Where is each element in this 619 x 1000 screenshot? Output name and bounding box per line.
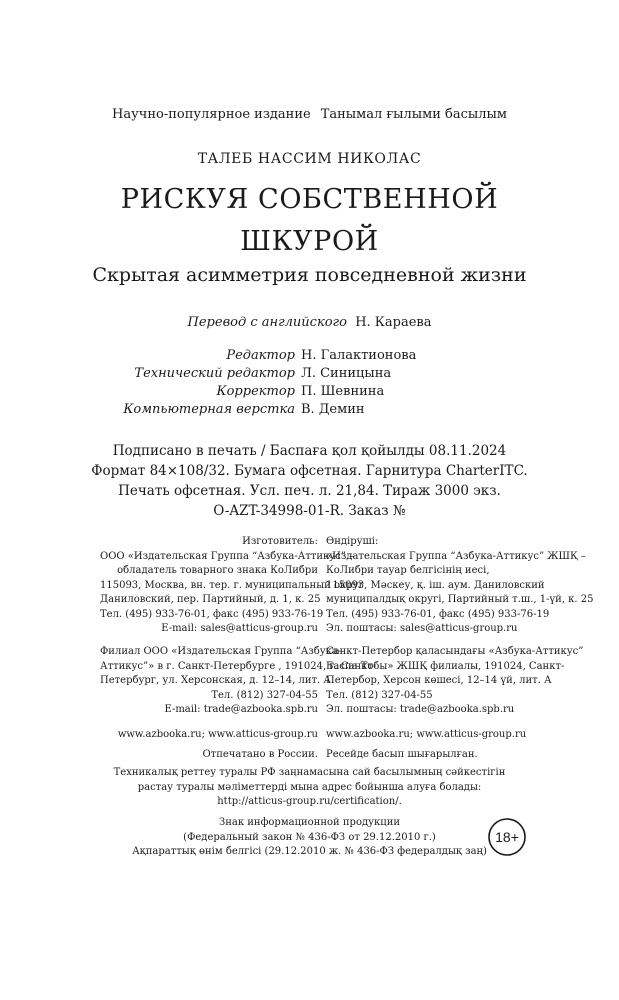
manufacturer-ru-line: Даниловский, пер. Партийный, д. 1, к. 25 (100, 594, 321, 605)
branch-ru-line: Филиал ООО «Издательская Группа “Азбука- (100, 646, 342, 657)
manufacturer-ru-line: ООО «Издательская Группа “Азбука-Аттикус” – (100, 550, 355, 562)
credit-name: П. Шевнина (301, 384, 385, 399)
credit-role: Компьютерная верстка (123, 402, 295, 417)
print-info-line: Формат 84×108/32. Бумага офсетная. Гарнитура CharterITC. (91, 463, 528, 479)
print-specifications (0, 441, 619, 521)
manufacturer-kz (326, 535, 596, 637)
manufacturer-ru-line: Тел. (495) 933-76-01, факс (495) 933-76-19 (100, 608, 324, 620)
credit-role: Технический редактор (134, 366, 295, 381)
branch-ru-line: Петербург, ул. Херсонская, д. 12–14, лит. А (100, 675, 331, 686)
credit-row (0, 347, 619, 365)
print-info-line: Печать офсетная. Усл. печ. л. 21,84. Тираж 3000 экз. (118, 483, 501, 499)
credit-row (0, 401, 619, 419)
staff-credits (0, 347, 619, 419)
manufacturer-kz-line: муниципалдық округі, Партийный т.ш., 1-үй, к. 25 (326, 594, 594, 605)
branch-kz-line: Петербор, Херсон көшесі, 12–14 үй, лит. А (326, 675, 552, 686)
book-subtitle: Скрытая асимметрия повседневной жизни (92, 264, 527, 286)
printed-in-ru: Отпечатано в России. (202, 749, 318, 760)
book-title-line-1: РИСКУЯ СОБСТВЕННОЙ (120, 184, 499, 215)
manufacturer-ru-line: E-mail: sales@atticus-group.ru (161, 623, 318, 634)
manufacturer-kz-line: Тел. (495) 933-76-01, факс (495) 933-76-19 (326, 608, 550, 620)
credit-name: В. Демин (301, 402, 365, 417)
translator-name: Н. Караева (355, 315, 432, 330)
certification-notice (0, 766, 619, 810)
branch-ru-line: Тел. (812) 327-04-55 (211, 689, 318, 701)
websites-kz: www.azbooka.ru; www.atticus-group.ru (326, 729, 527, 740)
credit-role: Редактор (226, 348, 295, 363)
credit-name: Л. Синицына (301, 366, 392, 381)
manufacturer-ru-line: 115093, Москва, вн. тер. г. муниципальный округ (100, 579, 364, 591)
age-rating-badge (487, 817, 527, 857)
branch-kz-line: Эл. поштасы: trade@azbooka.spb.ru (326, 704, 515, 715)
branch-kz (326, 645, 596, 718)
branch-ru-line: Аттикус”» в г. Санкт-Петербурге , 191024, г. Санкт- (100, 660, 377, 672)
printed-in-kz: Ресейде басып шығарылған. (326, 749, 478, 760)
branch-ru-line: E-mail: trade@azbooka.spb.ru (164, 704, 318, 715)
info-sign-line: Знак информационной продукции (218, 817, 401, 828)
info-sign-line: Ақпараттық өнім белгісі (29.12.2010 ж. № 436-ФЗ федералдық заң) (132, 846, 487, 857)
manufacturer-kz-line: КоЛибри тауар белгісінің иесі, (326, 565, 490, 576)
credit-role: Корректор (216, 384, 295, 399)
manufacturer-kz-line: «Издательская Группа “Азбука-Аттикус” ЖШҚ – (326, 550, 586, 562)
translation-credit (0, 315, 619, 330)
branch-ru (100, 645, 377, 718)
credit-row (0, 383, 619, 401)
websites-ru: www.azbooka.ru; www.atticus-group.ru (117, 729, 318, 740)
info-sign-line: (Федеральный закон № 436-ФЗ от 29.12.2010 г.) (183, 831, 436, 843)
edition-type-ru: Научно-популярное издание (112, 107, 311, 122)
certification-line: растау туралы мәліметтерді мына адрес бойынша алуға болады: (137, 781, 482, 793)
print-info-line: Подписано в печать / Баспаға қол қойылды 08.11.2024 (112, 443, 507, 459)
translation-role: Перевод с английского (187, 315, 347, 330)
book-title-line-2: ШКУРОЙ (240, 226, 379, 257)
branch-kz-line: Санкт-Петербор қаласындағы «Азбука-Аттикус” (326, 646, 584, 657)
credit-name: Н. Галактионова (301, 348, 417, 363)
author-name: ТАЛЕБ НАССИМ НИКОЛАС (197, 151, 422, 167)
credit-row (0, 365, 619, 383)
edition-type-kz: Танымал ғылыми басылым (320, 107, 507, 122)
branch-kz-line: Баспа Тобы» ЖШҚ филиалы, 191024, Санкт- (326, 660, 565, 672)
manufacturer-ru-line: обладатель товарного знака КоЛибри (117, 565, 318, 576)
manufacturer-ru-line: Изготовитель: (242, 536, 318, 547)
certification-line: http://atticus-group.ru/certification/. (217, 796, 402, 807)
edition-type (0, 107, 619, 122)
age-rating-label: 18+ (495, 829, 519, 845)
manufacturer-kz-line: Өндіруші: (326, 536, 379, 547)
manufacturer-kz-line: Эл. поштасы: sales@atticus-group.ru (326, 623, 518, 634)
branch-kz-line: Тел. (812) 327-04-55 (326, 689, 433, 701)
manufacturer-kz-line: 115093, Мәскеу, қ. іш. аум. Даниловский (326, 579, 545, 591)
print-info-line: O-AZT-34998-01-R. Заказ № (213, 503, 406, 519)
certification-line: Техникалық реттеу туралы РФ заңнамасына сай басылымның сәйкестігін (113, 767, 506, 778)
